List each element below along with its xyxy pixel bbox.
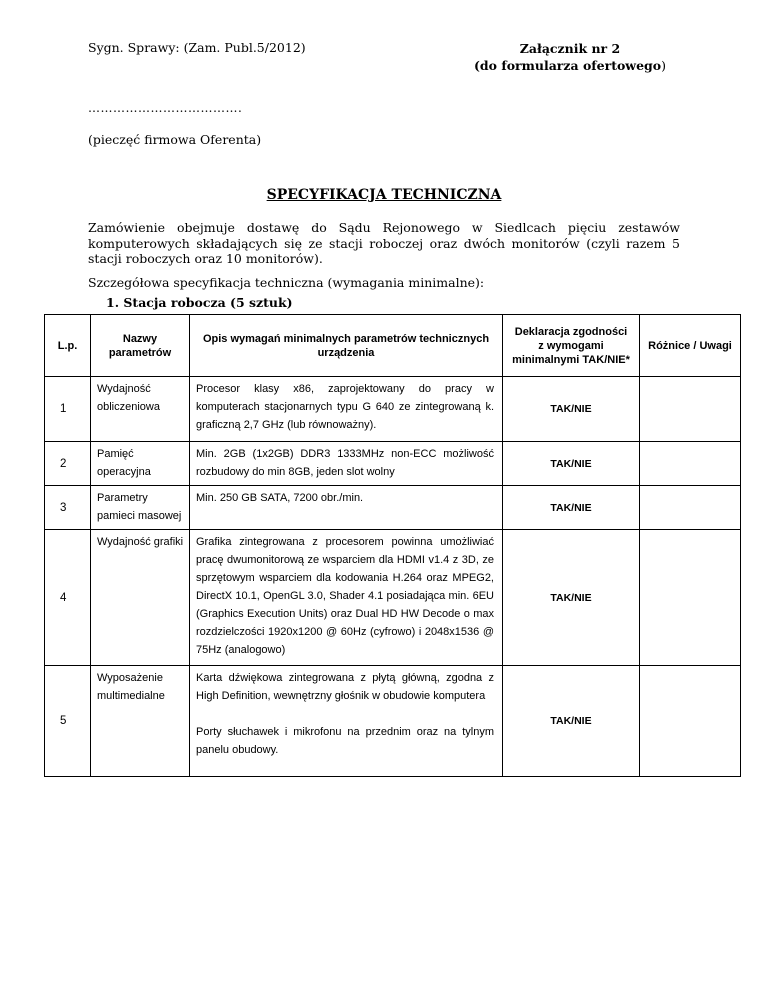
table-row — [45, 377, 741, 442]
parameter-name: Wydajność grafiki — [91, 530, 190, 666]
spec-line: Szczegółowa specyfikacja techniczna (wymagania minimalne): — [88, 275, 485, 290]
notes-cell[interactable] — [640, 530, 741, 666]
spec-table — [44, 314, 741, 777]
parameter-description — [190, 666, 503, 777]
parameter-name: Pamięć operacyjna — [91, 442, 190, 486]
compliance-declaration: TAK/NIE — [503, 666, 640, 777]
document-title: SPECYFIKACJA TECHNICZNA — [266, 187, 502, 203]
table-row — [45, 486, 741, 530]
section-title: 1. Stacja robocza (5 sztuk) — [106, 295, 293, 310]
compliance-declaration: TAK/NIE — [503, 530, 640, 666]
stamp-dotted-line: ………………………………. — [88, 101, 243, 115]
header-name: Nazwy parametrów — [91, 315, 190, 377]
parameter-name: Wydajność obliczeniowa — [91, 377, 190, 442]
row-number: 4 — [45, 530, 91, 666]
description-paragraph: Grafika zintegrowana z procesorem powinna umożliwiać pracę dwumonitorową ze wsparciem dla HDMI v1.4 z 3D, ze sprzętowym wsparciem dla kodowania H.264 oraz MPEG2, DirectX 10.1, OpenGL 3.0, Shader 4.1 posiadająca min. 6EU (Graphics Execution Units) oraz Dual HD HW Decode o max rozdzielczości 1920x1200 @ 60Hz (cyfrowo) i 2048x1536 @ 75Hz (analogowo) — [196, 536, 494, 656]
row-number: 1 — [45, 377, 91, 442]
parameter-description — [190, 530, 503, 666]
description-paragraph: Min. 2GB (1x2GB) DDR3 1333MHz non-ECC możliwość rozbudowy do min 8GB, jeden slot wolny — [196, 448, 494, 478]
notes-cell[interactable] — [640, 442, 741, 486]
parameter-name: Wyposażenie multimedialne — [91, 666, 190, 777]
table-row — [45, 442, 741, 486]
compliance-declaration: TAK/NIE — [503, 486, 640, 530]
case-reference: Sygn. Sprawy: (Zam. Publ.5/2012) — [88, 40, 306, 55]
annex-line-2: (do formularza ofertowego) — [474, 58, 666, 73]
notes-cell[interactable] — [640, 486, 741, 530]
stamp-label: (pieczęć firmowa Oferenta) — [88, 132, 262, 147]
row-number: 5 — [45, 666, 91, 777]
description-paragraph: Procesor klasy x86, zaprojektowany do pracy w komputerach stacjonarnych typu G 640 ze zintegrowaną k. graficzną 2,7 GHz (lub równoważny). — [196, 383, 494, 431]
header-lp: L.p. — [45, 315, 91, 377]
parameter-description — [190, 442, 503, 486]
description-paragraph: Min. 250 GB SATA, 7200 obr./min. — [196, 492, 364, 504]
parameter-name: Parametry pamieci masowej — [91, 486, 190, 530]
row-number: 3 — [45, 486, 91, 530]
parameter-description — [190, 486, 503, 530]
table-row — [45, 666, 741, 777]
notes-cell[interactable] — [640, 377, 741, 442]
header-notes: Różnice / Uwagi — [640, 315, 741, 377]
compliance-declaration: TAK/NIE — [503, 442, 640, 486]
table-header-row — [45, 315, 741, 377]
row-number: 2 — [45, 442, 91, 486]
table-row — [45, 530, 741, 666]
annex-label — [470, 40, 670, 74]
header-decl: Deklaracja zgodności z wymogami minimalnymi TAK/NIE* — [503, 315, 640, 377]
description-paragraph: Porty słuchawek i mikrofonu na przednim oraz na tylnym panelu obudowy. — [196, 726, 494, 756]
intro-paragraph: Zamówienie obejmuje dostawę do Sądu Rejonowego w Siedlcach pięciu zestawów komputerowych składających się ze stacji roboczej oraz dwóch monitorów (czyli razem 5 stacji roboczych oraz 10 monitorów). — [88, 220, 680, 266]
description-paragraph: Karta dźwiękowa zintegrowana z płytą główną, zgodna z High Definition, wewnętrzny głośnik w obudowie komputera — [196, 672, 494, 702]
notes-cell[interactable] — [640, 666, 741, 777]
compliance-declaration: TAK/NIE — [503, 377, 640, 442]
header-desc: Opis wymagań minimalnych parametrów technicznych urządzenia — [190, 315, 503, 377]
annex-line-1: Załącznik nr 2 — [519, 41, 621, 56]
parameter-description — [190, 377, 503, 442]
